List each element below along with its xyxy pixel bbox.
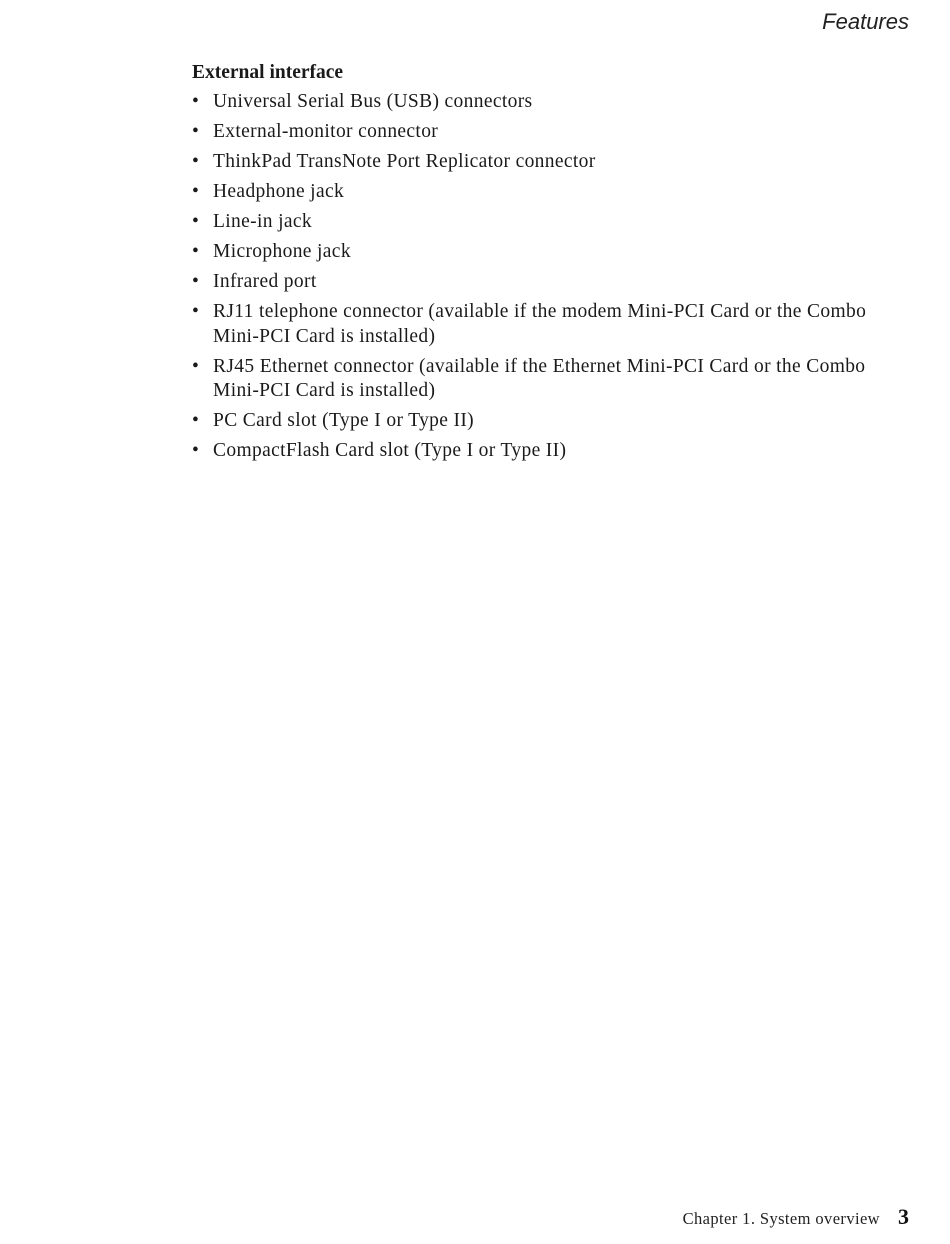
list-item-text: PC Card slot (Type I or Type II)	[213, 410, 475, 431]
bullet-icon: •	[192, 151, 200, 172]
list-item-text: External-monitor connector	[213, 121, 439, 142]
bullet-icon: •	[192, 410, 200, 431]
running-header: Features	[822, 9, 909, 34]
bullet-icon: •	[192, 301, 200, 322]
list-item-text: Line-in jack	[213, 211, 312, 232]
bullet-icon: •	[192, 271, 200, 292]
list-item-text: CompactFlash Card slot (Type I or Type II)	[213, 440, 567, 461]
list-item	[192, 120, 882, 145]
main-content	[192, 60, 882, 469]
bullet-icon: •	[192, 181, 200, 202]
bullet-icon: •	[192, 91, 200, 112]
list-item-text: Headphone jack	[213, 181, 345, 202]
list-item-text: RJ11 telephone connector (available if the modem Mini-PCI Card or the Combo Mini-PCI Card is installed)	[213, 301, 867, 347]
page-number: 3	[898, 1204, 909, 1229]
list-item	[192, 300, 882, 349]
bullet-icon: •	[192, 241, 200, 262]
bullet-icon: •	[192, 121, 200, 142]
bullet-icon: •	[192, 440, 200, 461]
bullet-icon: •	[192, 211, 200, 232]
list-item	[192, 409, 882, 434]
list-item	[192, 240, 882, 265]
section-heading: External interface	[192, 62, 344, 83]
list-item	[192, 90, 882, 115]
list-item-text: Universal Serial Bus (USB) connectors	[213, 91, 533, 112]
feature-list	[192, 90, 882, 464]
list-item	[192, 270, 882, 295]
list-item	[192, 439, 882, 464]
list-item	[192, 150, 882, 175]
list-item-text: Infrared port	[213, 271, 317, 292]
footer-chapter-title: Chapter 1. System overview	[682, 1209, 880, 1228]
list-item	[192, 180, 882, 205]
list-item-text: RJ45 Ethernet connector (available if the Ethernet Mini-PCI Card or the Combo Mini-PCI Card is installed)	[213, 355, 866, 401]
list-item	[192, 355, 882, 404]
list-item-text: ThinkPad TransNote Port Replicator connector	[213, 151, 596, 172]
list-item-text: Microphone jack	[213, 241, 351, 262]
list-item	[192, 210, 882, 235]
bullet-icon: •	[192, 355, 200, 377]
page-footer	[683, 1204, 909, 1230]
